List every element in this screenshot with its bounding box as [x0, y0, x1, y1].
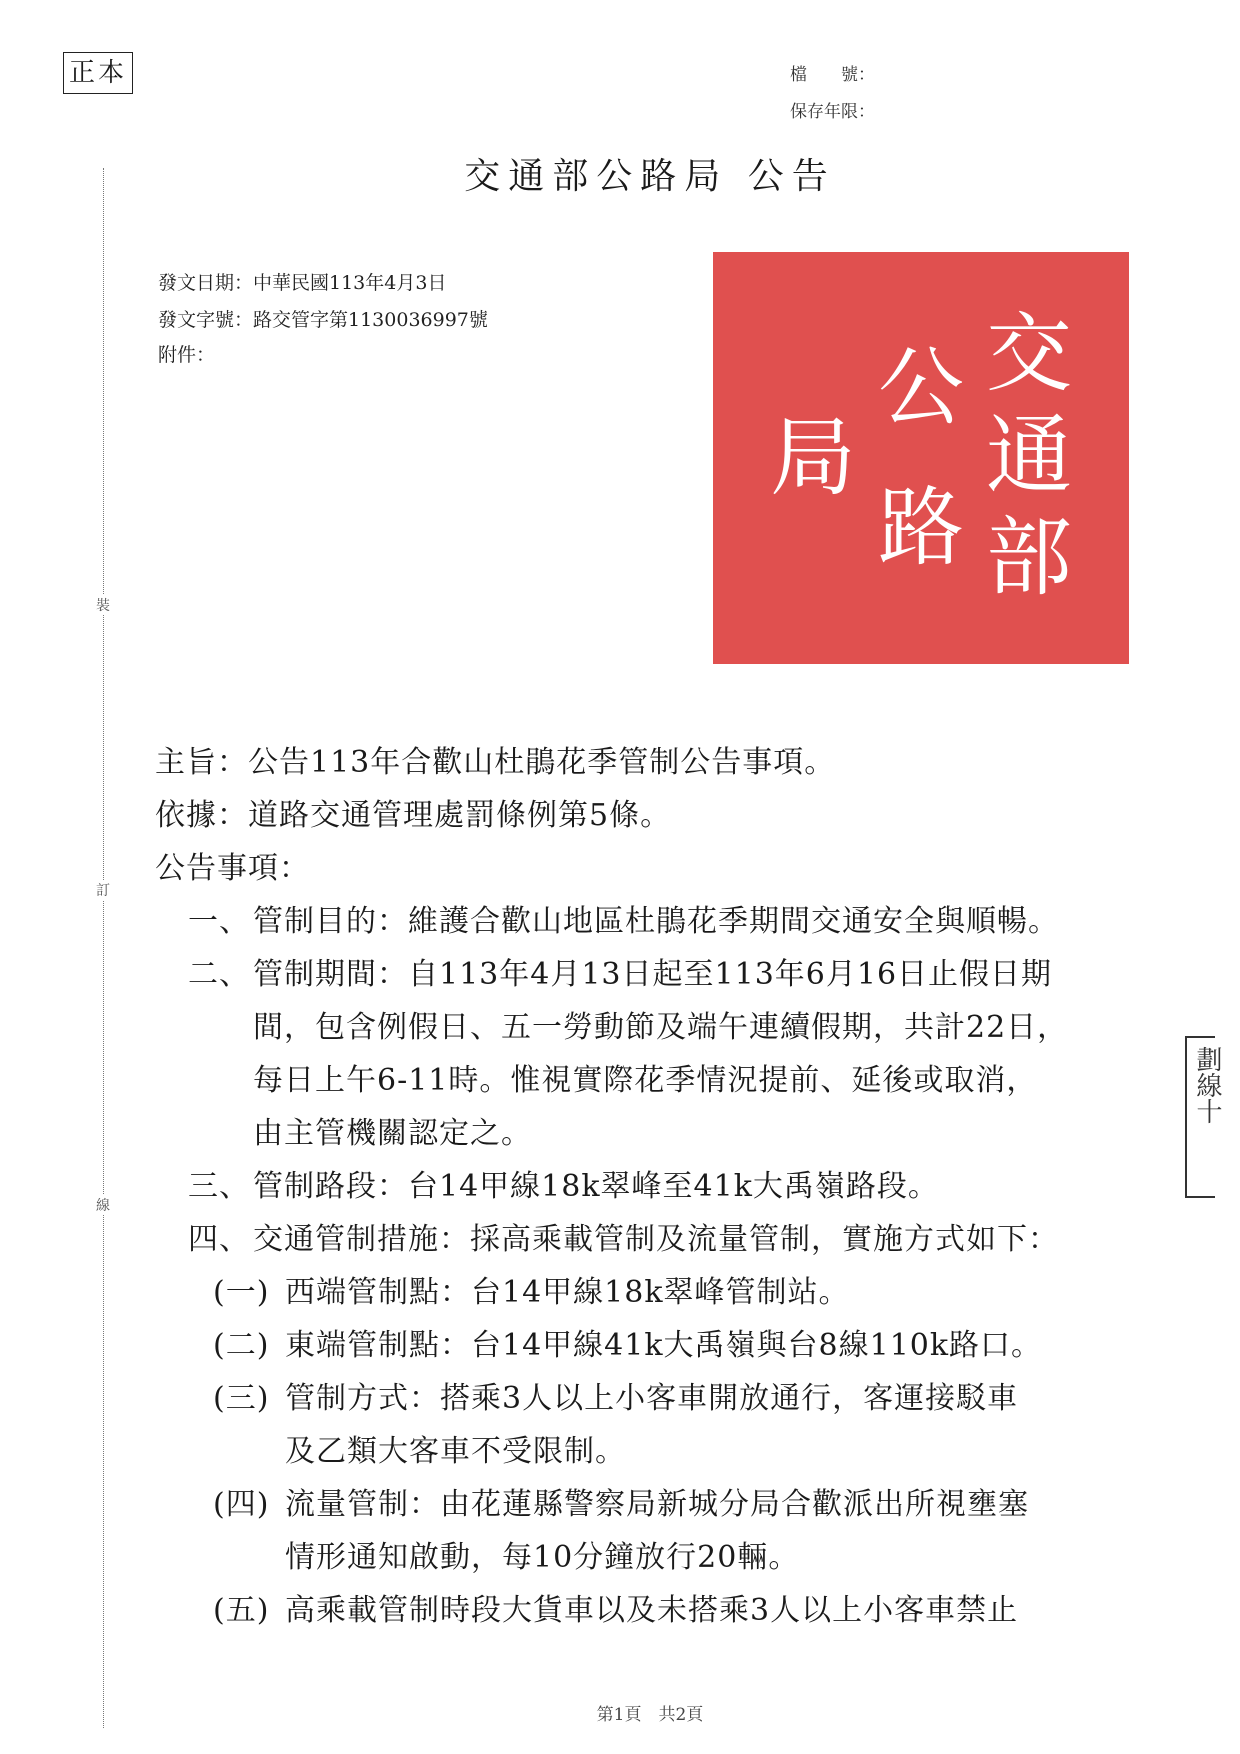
seal-char: 路: [878, 478, 964, 578]
subitem-line: 東端管制點：台14甲線41k大禹嶺與台8線110k路口。: [285, 1328, 1043, 1363]
item-line: 管制目的：維護合歡山地區杜鵑花季期間交通安全與順暢。: [253, 904, 1059, 939]
subitem-number: (四): [213, 1487, 270, 1522]
official-seal: [713, 252, 1129, 664]
subject-line: 主旨：公告113年合歡山杜鵑花季管制公告事項。: [155, 745, 836, 780]
binding-char-1: 裝: [96, 595, 110, 615]
item-number: 三、: [188, 1169, 250, 1204]
basis-line: 依據：道路交通管理處罰條例第5條。: [155, 798, 672, 833]
binding-char-3: 線: [96, 1195, 110, 1215]
subitem-line: 及乙類大客車不受限制。: [285, 1434, 626, 1469]
original-copy-mark: 正本: [63, 52, 133, 94]
subitem-line: 情形通知啟動，每10分鐘放行20輛。: [285, 1540, 800, 1575]
subitem-line: 流量管制：由花蓮縣警察局新城分局合歡派出所視壅塞: [285, 1487, 1029, 1522]
seal-char: 通: [986, 406, 1072, 506]
binding-line: [103, 168, 104, 1728]
item-number: 四、: [188, 1222, 250, 1257]
item-line: 每日上午6-11時。惟視實際花季情況提前、延後或取消，: [253, 1063, 1038, 1098]
retention-label: 保存年限：: [790, 102, 875, 122]
item-line: 管制期間：自113年4月13日起至113年6月16日止假日期: [253, 957, 1053, 992]
seal-char: 部: [986, 508, 1072, 608]
seal-char: 局: [770, 408, 856, 508]
notice-heading: 公告事項：: [155, 851, 310, 886]
subitem-line: 高乘載管制時段大貨車以及未搭乘3人以上小客車禁止: [285, 1593, 1019, 1628]
binding-char-2: 訂: [96, 880, 110, 900]
page-number: 第1頁 共2頁: [596, 1705, 704, 1725]
subitem-number: (三): [213, 1381, 270, 1416]
attachment-label: 附件：: [158, 344, 216, 366]
issue-date: 發文日期：中華民國113年4月3日: [158, 272, 447, 294]
subitem-number: (一): [213, 1275, 270, 1310]
subitem-number: (五): [213, 1593, 270, 1628]
side-stamp: [1185, 1036, 1222, 1198]
seal-char: 交: [986, 304, 1072, 404]
subitem-line: 管制方式：搭乘3人以上小客車開放通行，客運接駁車: [285, 1381, 1019, 1416]
side-stamp-text: 劃線十: [1192, 1046, 1222, 1124]
subitem-number: (二): [213, 1328, 270, 1363]
subitem-line: 西端管制點：台14甲線18k翠峰管制站。: [285, 1275, 850, 1310]
item-line: 交通管制措施：採高乘載管制及流量管制，實施方式如下：: [253, 1222, 1059, 1257]
file-number-label: 檔 號：: [790, 65, 875, 85]
item-line: 管制路段：台14甲線18k翠峰至41k大禹嶺路段。: [253, 1169, 939, 1204]
seal-char: 公: [878, 338, 964, 438]
document-number: 發文字號：路交管字第1130036997號: [158, 309, 488, 331]
item-line: 由主管機關認定之。: [253, 1116, 532, 1151]
item-number: 一、: [188, 904, 250, 939]
item-line: 間，包含例假日、五一勞動節及端午連續假期，共計22日，: [253, 1010, 1069, 1045]
page-title: 交通部公路局 公告: [464, 156, 836, 197]
item-number: 二、: [188, 957, 250, 992]
